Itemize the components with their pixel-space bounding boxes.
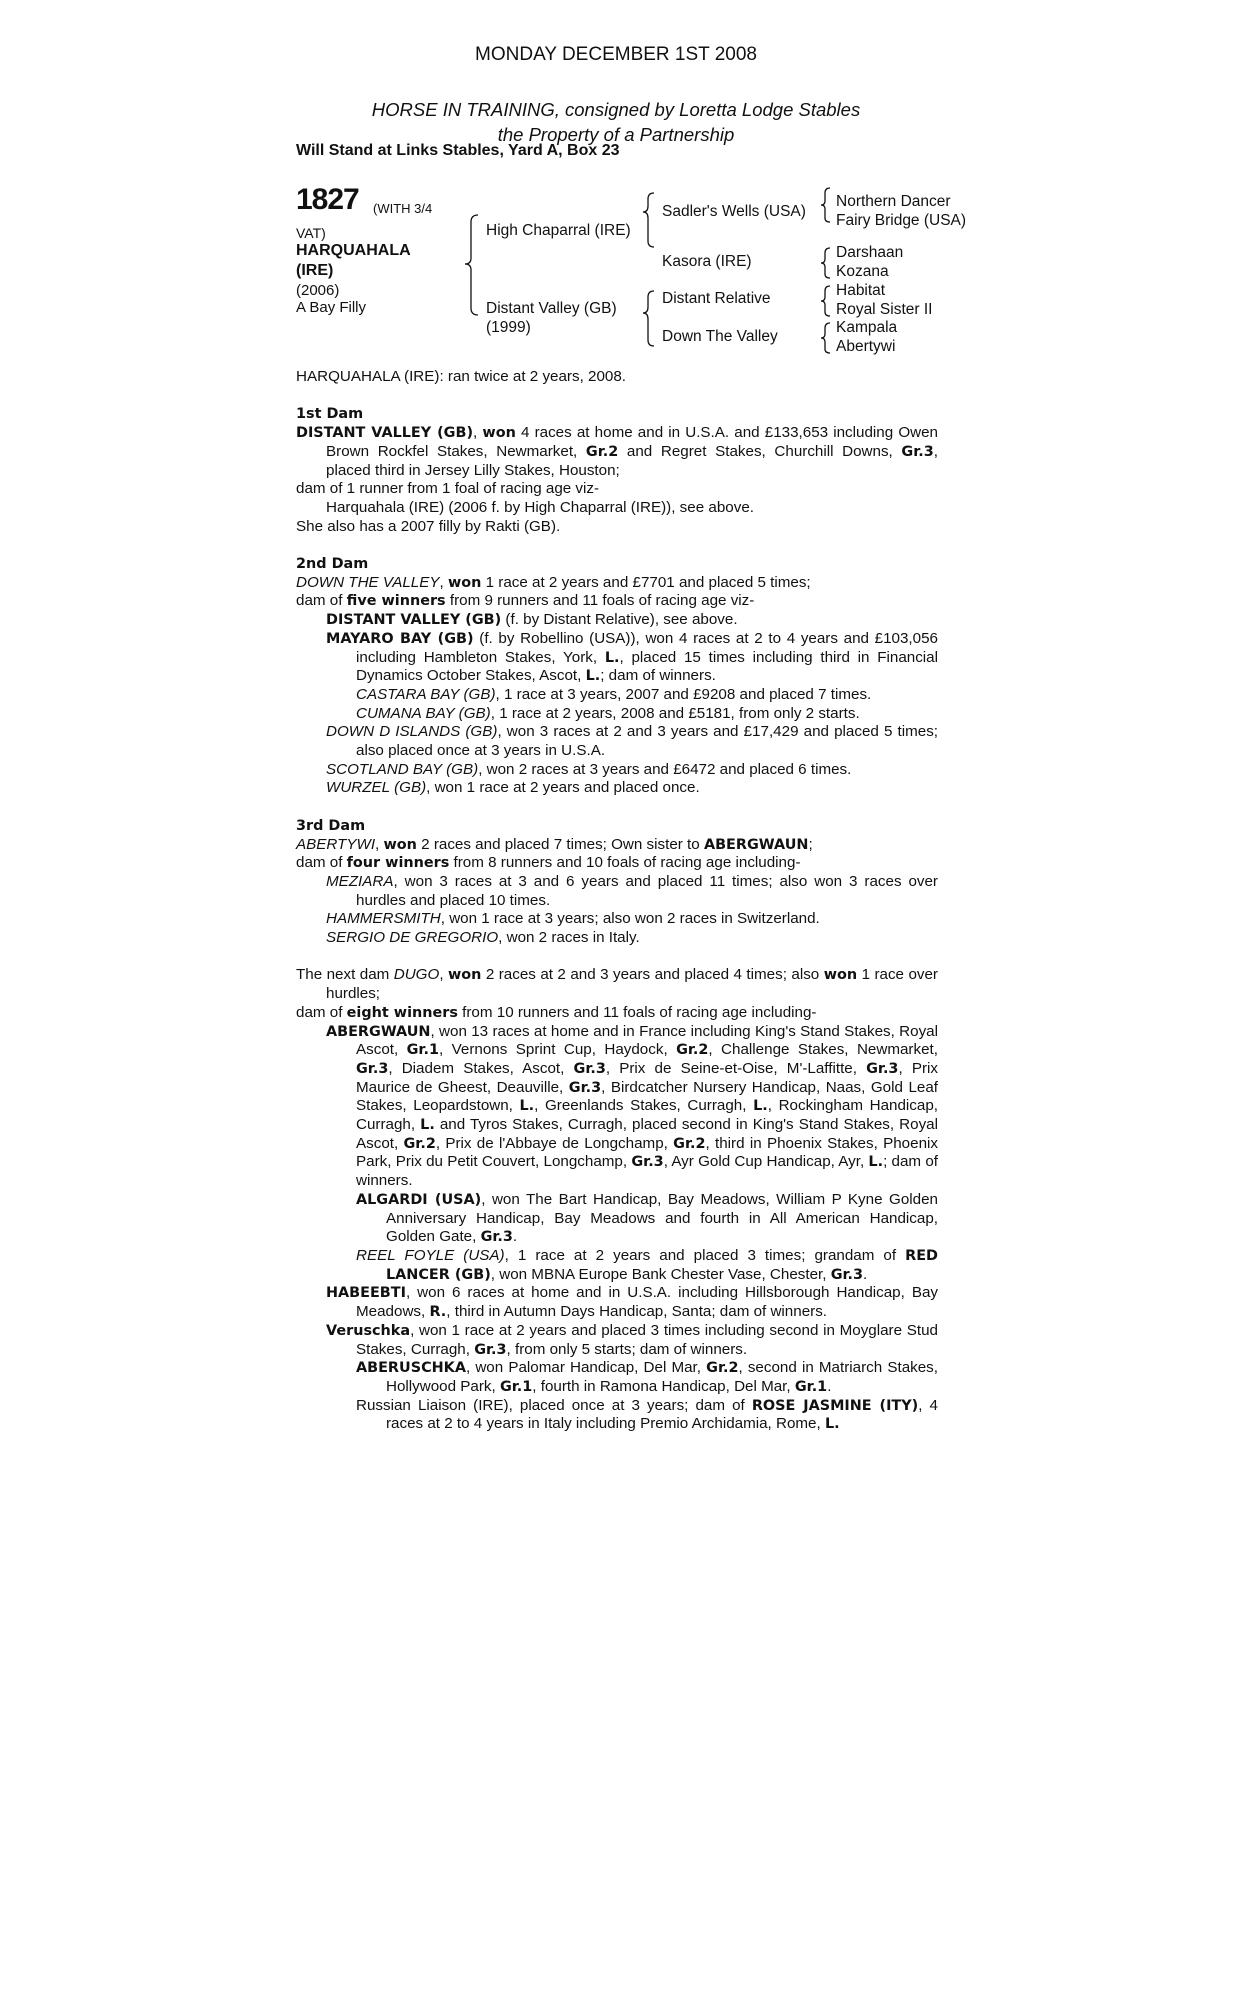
grandprogeny-entry: [356, 686, 938, 705]
text: (f. by Robellino (USA)), won 4 races at 2 to 4 years and £103,056 including Hambleton Stakes, York,: [356, 629, 938, 666]
text: , third in Autumn Days Handicap, Santa; dam of winners.: [446, 1303, 828, 1321]
consign-line-1: HORSE IN TRAINING, consigned by Loretta Lodge Stables: [371, 99, 861, 120]
progeny-name: ABERGWAUN: [326, 1023, 431, 1040]
text: , second in Matriarch Stakes, Hollywood Park,: [386, 1359, 938, 1395]
progeny-name: HABEEBTI: [326, 1285, 406, 1302]
text: from 10 runners and 11 foals of racing age including-: [457, 1003, 817, 1021]
progeny-name: ROSE JASMINE (ITY): [751, 1397, 919, 1414]
progeny-entry: [326, 761, 938, 780]
third-dam-heading: 3rd Dam: [296, 817, 366, 834]
pedigree-sds: Darshaan: [836, 244, 904, 261]
pedigree-dam-year: (1999): [486, 319, 531, 336]
text: , Challenge Stakes, Newmarket,: [708, 1041, 938, 1059]
text: , Prix de l'Abbaye de Longchamp,: [435, 1134, 674, 1152]
second-dam-entry: DOWN THE VALLEY, won 1 race at 2 years and £7701 and placed 5 times;: [296, 573, 811, 591]
text: , Rockingham Handicap, Curragh,: [356, 1097, 938, 1134]
dam-brace: [643, 291, 654, 346]
won-label: won: [482, 425, 516, 442]
progeny-entry: [326, 1023, 938, 1191]
text: , won Palomar Handicap, Del Mar,: [465, 1359, 707, 1377]
pedigree-dds: Kampala: [836, 319, 898, 336]
text: , Ayr Gold Cup Handicap, Ayr,: [663, 1153, 869, 1171]
text: 1 race over hurdles;: [326, 966, 938, 1003]
main-brace: [465, 215, 478, 315]
horse-name-line-1: HARQUAHALA: [296, 242, 411, 259]
sister-name: ABERGWAUN: [703, 836, 809, 853]
grandprogeny-entry: [356, 1359, 938, 1396]
text: , won 3 races at 3 and 6 years and placed 11 times; also won 3 races over hurdles and placed 10 times.: [356, 872, 938, 909]
grade: L.: [753, 1098, 768, 1115]
grade: L.: [824, 1416, 840, 1433]
catalogue-body: [296, 368, 938, 1434]
grade: Gr.1: [499, 1378, 533, 1395]
next-dam-entry: The next dam DUGO, won 2 races at 2 and 3 years and placed 4 times; also won 1 race over hurdles;: [296, 966, 938, 1003]
text: , 1 race at 2 years, 2008 and £5181, from only 2 starts.: [490, 704, 860, 722]
text: , placed 15 times including third in Financial Dynamics October Stakes, Ascot,: [356, 648, 938, 685]
grade: Gr.3: [356, 1060, 389, 1077]
next-dam-dam-of: [296, 1004, 938, 1023]
second-dam-dam-of: [296, 592, 938, 611]
text: , Prix Maurice de Gheest, Deauville,: [356, 1059, 938, 1096]
progeny-name: CUMANA BAY (GB): [356, 704, 491, 722]
progeny-entry: [326, 779, 938, 798]
progeny-name: REEL FOYLE (USA): [356, 1246, 505, 1264]
grade: Gr.3: [631, 1154, 664, 1171]
pedigree-sss: Northern Dancer: [836, 193, 951, 210]
progeny-entry: [326, 873, 938, 910]
text: , Birdcatcher Nursery Handicap, Naas, Gold Leaf Stakes, Leopardstown,: [356, 1078, 939, 1115]
grade: L.: [604, 649, 620, 666]
text: 2 races at 2 and 3 years and placed 4 times; also: [481, 966, 824, 984]
progeny-name: DOWN D ISLANDS (GB): [326, 723, 498, 741]
grade: L.: [585, 668, 601, 685]
second-dam-heading: 2nd Dam: [296, 556, 369, 572]
won-label: won: [447, 574, 482, 591]
text: , won 6 races at home and in U.S.A. including Hillsborough Handicap, Bay Meadows,: [356, 1284, 938, 1321]
foaling-year: (2006): [296, 282, 340, 299]
text: , third in Phoenix Stakes, Phoenix Park, Prix du Petit Couvert, Longchamp,: [356, 1134, 938, 1171]
progeny-entry: [326, 723, 938, 760]
winners-count: four winners: [346, 855, 450, 872]
grandprogeny-entry: [356, 1397, 938, 1434]
text: 4 races at home and in U.S.A. and £133,653 including Owen Brown Rockfel Stakes, Newmarket,: [326, 424, 939, 460]
grade: L.: [519, 1098, 535, 1115]
grade: Gr.2: [676, 1042, 709, 1059]
text: , from only 5 starts; dam of winners.: [506, 1340, 748, 1358]
text: and Tyros Stakes, Curragh, placed second in King's Stand Stakes, Royal Ascot,: [356, 1116, 938, 1152]
text: , won 2 races in Italy.: [498, 929, 640, 947]
grandprogeny-entry: [356, 1191, 938, 1247]
text: .: [827, 1377, 832, 1395]
horse-name-line-2: (IRE): [296, 262, 334, 279]
race-record: HARQUAHALA (IRE): ran twice at 2 years, 2008.: [296, 368, 627, 385]
text: , won The Bart Handicap, Bay Meadows, William P Kyne Golden Anniversary Handicap, Bay Meadows and fourth in All American Handicap, Golden Gate,: [386, 1190, 938, 1246]
sire-brace: [643, 193, 654, 247]
grade: Gr.3: [866, 1060, 899, 1077]
text: , Diadem Stakes, Ascot,: [388, 1059, 574, 1077]
pedigree-sire-sire: Sadler's Wells (USA): [662, 203, 806, 220]
text: 2 races and placed 7 times; Own sister to: [416, 835, 704, 853]
lot-number: 1827: [296, 183, 359, 216]
first-dam-entry: DISTANT VALLEY (GB), won 4 races at home and in U.S.A. and £133,653 including Owen Brown Rockfel Stakes, Newmarket, Gr.2 and Regret Stakes, Churchill Downs, Gr.3, placed third in Jersey Lilly Stakes, Houston;: [296, 424, 939, 479]
ss-brace: [821, 188, 830, 222]
grade: Gr.3: [901, 443, 934, 460]
progeny-name: WURZEL (GB): [326, 779, 427, 797]
pedigree-dss: Habitat: [836, 282, 886, 299]
vat-note-1: (WITH 3/4: [373, 201, 433, 216]
progeny-entry: [326, 910, 938, 929]
progeny-name: MAYARO BAY (GB): [326, 630, 474, 647]
progeny-entry: [326, 1284, 938, 1321]
text: , 4 races at 2 to 4 years in Italy including Premio Archidamia, Rome,: [386, 1396, 938, 1433]
grandprogeny-entry: [356, 1247, 938, 1284]
grade: Gr.2: [706, 1360, 739, 1377]
progeny-name: ALGARDI (USA): [356, 1191, 482, 1208]
pedigree-ddd: Abertywi: [836, 338, 896, 355]
progeny-name: Veruschka: [326, 1322, 411, 1339]
consign-line-2: the Property of a Partnership: [497, 124, 735, 145]
text: Russian Liaison (IRE), placed once at 3 years; dam of: [356, 1396, 752, 1414]
text: , won 13 races at home and in France including King's Stand Stakes, Royal Ascot,: [356, 1022, 938, 1059]
text: .: [512, 1228, 518, 1246]
progeny-name: SCOTLAND BAY (GB): [326, 760, 479, 778]
sd-brace: [821, 248, 830, 278]
text: , won 2 races at 3 years and £6472 and placed 6 times.: [478, 760, 852, 778]
ds-brace: [821, 286, 830, 316]
pedigree-dam-sire: Distant Relative: [662, 290, 771, 307]
text: dam of: [296, 1003, 347, 1021]
dd-brace: [821, 323, 830, 353]
grade: R.: [429, 1304, 447, 1321]
progeny-name: MEZIARA: [326, 872, 394, 890]
pedigree-dam: Distant Valley (GB): [486, 300, 617, 317]
pedigree-sire: High Chaparral (IRE): [486, 222, 631, 239]
progeny-name: HAMMERSMITH: [326, 910, 441, 928]
text: dam of: [296, 592, 347, 610]
progeny-name: CASTARA BAY (GB): [356, 685, 496, 703]
text: , won 1 race at 2 years and placed 3 times including second in Moyglare Stud Stakes, Curragh,: [356, 1321, 938, 1358]
progeny-entry: [326, 1322, 938, 1359]
pedigree-dam-dam: Down The Valley: [662, 328, 778, 345]
grade: Gr.2: [585, 443, 619, 460]
grade: L.: [420, 1117, 435, 1134]
text: ; dam of winners.: [356, 1153, 938, 1190]
text: from 9 runners and 11 foals of racing age viz-: [445, 592, 755, 610]
won-label: won: [447, 967, 482, 984]
vat-note-2: VAT): [296, 225, 326, 241]
first-dam-dam-of: dam of 1 runner from 1 foal of racing age viz-: [296, 480, 600, 498]
first-dam-progeny: Harquahala (IRE) (2006 f. by High Chaparral (IRE)), see above.: [326, 498, 754, 516]
progeny-name: RED LANCER (GB): [386, 1247, 938, 1283]
grade: Gr.1: [406, 1042, 439, 1059]
third-dam-dam-of: [296, 854, 938, 873]
grade: Gr.3: [830, 1266, 864, 1283]
text: , won 1 race at 3 years; also won 2 races in Switzerland.: [440, 910, 820, 928]
third-dam-entry: ABERTYWI, won 2 races and placed 7 times; Own sister to ABERGWAUN;: [296, 835, 813, 853]
grade: Gr.2: [403, 1135, 436, 1152]
text: and Regret Stakes, Churchill Downs,: [618, 442, 902, 460]
progeny-entry: [326, 611, 938, 630]
text: , placed third in Jersey Lilly Stakes, Houston;: [326, 442, 938, 479]
text: , Vernons Sprint Cup, Haydock,: [438, 1041, 677, 1059]
text: 1 race at 2 years and £7701 and placed 5 times;: [481, 573, 811, 591]
sale-date: MONDAY DECEMBER 1ST 2008: [475, 44, 757, 65]
pedigree-ssd: Fairy Bridge (USA): [836, 212, 967, 229]
first-dam-heading: 1st Dam: [296, 406, 364, 423]
text: , 1 race at 3 years, 2007 and £9208 and placed 7 times.: [495, 685, 872, 703]
winners-count: eight winners: [346, 1004, 458, 1021]
text: , fourth in Ramona Handicap, Del Mar,: [532, 1377, 795, 1395]
text: from 8 runners and 10 foals of racing age including-: [449, 854, 801, 872]
text: .: [863, 1265, 868, 1283]
progeny-name: SERGIO DE GREGORIO: [326, 929, 499, 947]
grade: Gr.3: [480, 1229, 513, 1246]
pedigree-brackets: [0, 0, 1254, 400]
won-label: won: [823, 967, 858, 984]
progeny-entry: [326, 630, 938, 686]
text: (f. by Distant Relative), see above.: [501, 611, 738, 629]
progeny-name: ABERUSCHKA: [356, 1360, 466, 1377]
grade: Gr.3: [568, 1079, 602, 1096]
progeny-entry: [326, 929, 938, 948]
progeny-name: DISTANT VALLEY (GB): [326, 612, 502, 629]
grade: L.: [868, 1154, 884, 1171]
text: , Prix de Seine-et-Oise, M'-Laffitte,: [605, 1059, 867, 1077]
horse-description: A Bay Filly: [296, 299, 367, 316]
first-dam-name: DISTANT VALLEY (GB): [296, 425, 474, 442]
text: , 1 race at 2 years and placed 3 times; grandam of: [504, 1246, 906, 1264]
stabling-location: Will Stand at Links Stables, Yard A, Box 23: [296, 142, 620, 159]
grade: Gr.2: [673, 1135, 706, 1152]
third-dam-name: ABERTYWI: [296, 835, 376, 853]
text: dam of: [296, 854, 347, 872]
grandprogeny-entry: [356, 705, 938, 724]
grade: Gr.3: [474, 1341, 507, 1358]
next-dam-name: DUGO: [393, 966, 440, 984]
second-dam-name: DOWN THE VALLEY: [296, 573, 440, 591]
text: , won MBNA Europe Bank Chester Vase, Chester,: [490, 1265, 831, 1283]
first-dam-also: She also has a 2007 filly by Rakti (GB).: [296, 517, 561, 535]
winners-count: five winners: [346, 593, 446, 610]
won-label: won: [383, 836, 417, 853]
pedigree-dsd: Royal Sister II: [836, 301, 933, 318]
pedigree-sire-dam: Kasora (IRE): [662, 253, 752, 270]
text: The next dam: [296, 966, 394, 984]
grade: Gr.3: [573, 1060, 606, 1077]
text: , Greenlands Stakes, Curragh,: [534, 1097, 754, 1115]
text: , won 1 race at 2 years and placed once.: [426, 779, 700, 797]
text: , won 3 races at 2 and 3 years and £17,429 and placed 5 times; also placed once at 3 years in U.S.A.: [356, 723, 939, 760]
text: ; dam of winners.: [600, 667, 716, 685]
pedigree-sdd: Kozana: [836, 263, 889, 280]
grade: Gr.1: [794, 1378, 828, 1395]
